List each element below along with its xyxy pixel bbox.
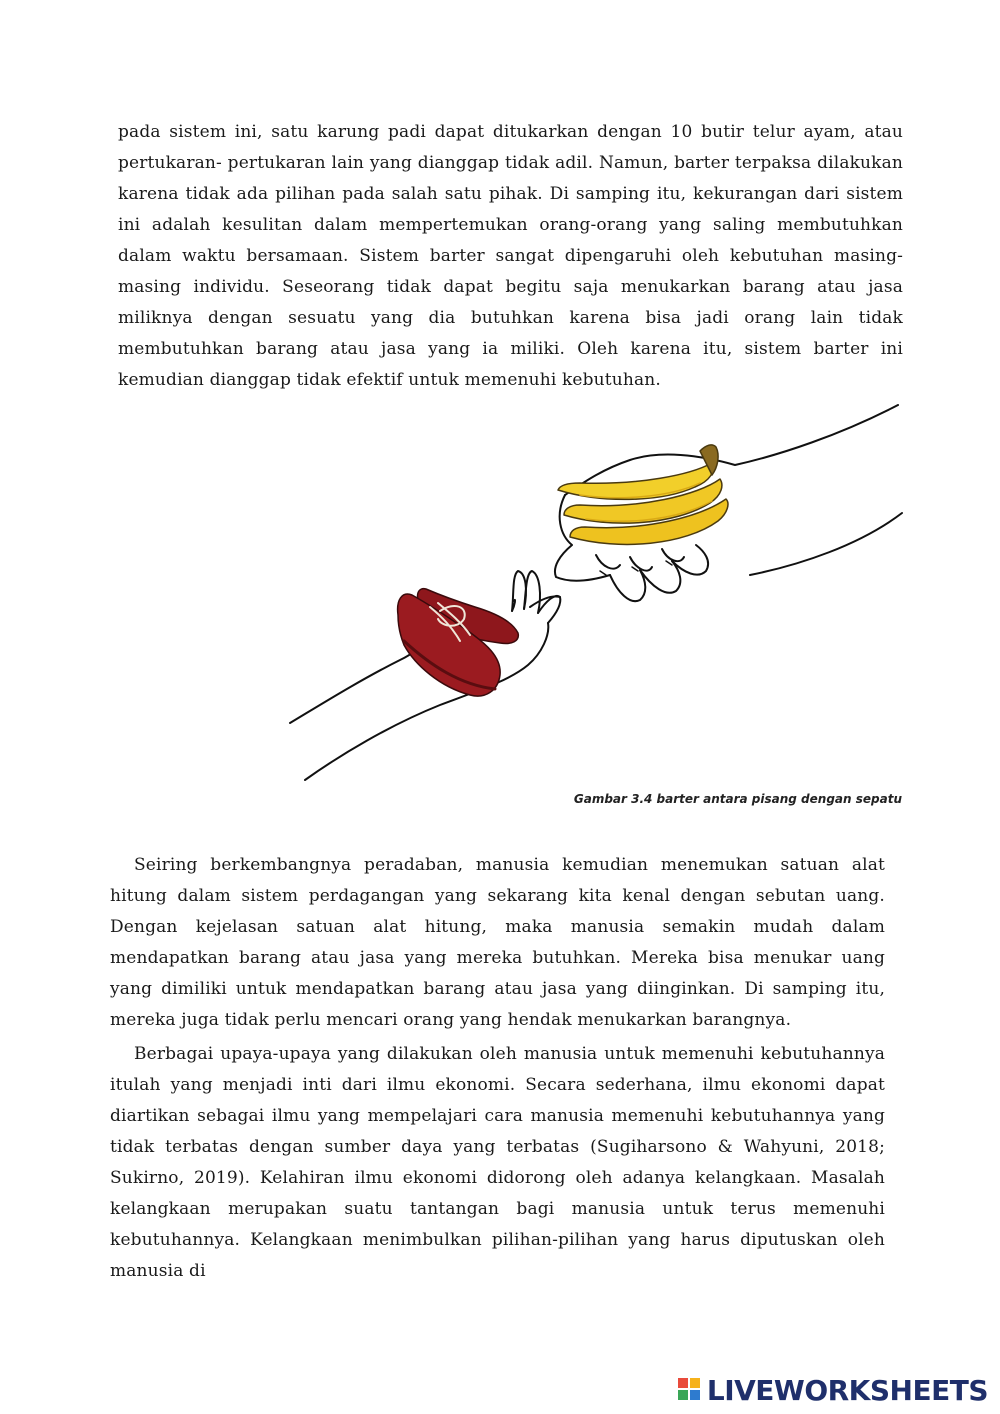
banana-bunch <box>558 445 728 545</box>
paragraph-economics-definition: Berbagai upaya-upaya yang dilakukan oleh manusia untuk memenuhi kebutuhannya itulah yang menjadi inti dari ilmu ekonomi. Secara sederhana, ilmu ekonomi dapat diartikan sebagai ilmu yang mempelajari cara manusia memenuhi kebutuhannya yang tidak terbatas dengan sumber daya yang terbatas (Sugiharsono & Wahyuni, 2018; Sukirno, 2019). Kelahiran ilmu ekonomi didorong oleh adanya kelangkaan. Masalah kelangkaan merupakan suatu tantangan bagi manusia untuk terus memenuhi kebutuhannya. Kelangkaan menimbulkan pilihan-pilihan yang harus diputuskan oleh manusia di <box>110 1044 885 1281</box>
barter-illustration <box>280 395 910 790</box>
paragraph-money-invention: Seiring berkembangnya peradaban, manusia kemudian menemukan satuan alat hitung dalam sistem perdagangan yang sekarang kita kenal dengan sebutan uang. Dengan kejelasan satuan alat hitung, maka manusia semakin mudah dalam mendapatkan barang atau jasa yang mereka butuhkan. Mereka bisa menukar uang yang dimiliki untuk mendapatkan barang atau jasa yang diinginkan. Di samping itu, mereka juga tidak perlu mencari orang yang hendak menukarkan barangnya. <box>110 855 885 1030</box>
liveworksheets-logo-icon <box>677 1376 703 1404</box>
liveworksheets-brand[interactable] <box>677 1372 988 1408</box>
liveworksheets-wordmark: LIVEWORKSHEETS <box>706 1373 988 1407</box>
figure-caption: Gambar 3.4 barter antara pisang dengan sepatu <box>573 792 902 806</box>
paragraph-barter-inefficiency: pada sistem ini, satu karung padi dapat ditukarkan dengan 10 butir telur ayam, atau pertukaran- pertukaran lain yang dianggap tidak adil. Namun, barter terpaksa dilakukan karena tidak ada pilihan pada salah satu pihak. Di samping itu, kekurangan dari sistem ini adalah kesulitan dalam mempertemukan orang-orang yang saling membutuhkan dalam waktu bersamaan. Sistem barter sangat dipengaruhi oleh kebutuhan masing-masing individu. Seseorang tidak dapat begitu saja menukarkan barang atau jasa miliknya dengan sesuatu yang dia butuhkan karena bisa jadi orang lain tidak membutuhkan barang atau jasa yang ia miliki. Oleh karena itu, sistem barter ini kemudian dianggap tidak efektif untuk memenuhi kebutuhan. <box>118 122 903 390</box>
red-shoes <box>398 589 519 696</box>
